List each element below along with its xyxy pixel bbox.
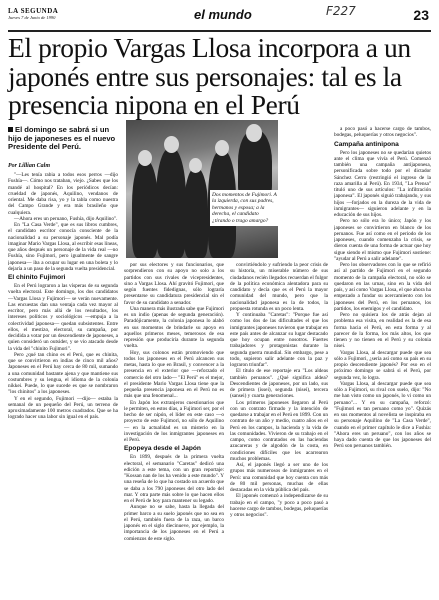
paragraph: Pero ¿qué tan chino es el Perú, que es chinita, que se convirtieron en indias de cinco mil años? Japoneses en el Perú hay cerca de 80 mil, sumando a una comunidad bastante ajena y que mantiene sus costumbres y su lengua, el idioma de la colonia nikkei. Puede, lo que sucede es que se nombraron "los chinitos" a los japoneses. xyxy=(8,351,118,396)
summary-box xyxy=(8,126,120,152)
page-header xyxy=(8,4,431,29)
photo-face xyxy=(246,124,262,142)
paragraph: convirtiéndolo y sufriendo la peor crisis de su historia, un miserable número de sus ciudadanos recién llegados recuerdan el fulgor de la política económica alentadora para su candidato y decía que es el Perú la mayor comunidad del mundo, pero que la nacionalidad japonesa es la de todos, la propuesta rotunda es un poco lenta. xyxy=(230,262,328,312)
paragraph: Así, el japonés llegó a ser uno de los grupos más numerosos de inmigrantes en el Perú: una comunidad que hoy cuenta con más de 80 mil personas, muchas de ellas destacadas en la vida pública del país. xyxy=(230,462,328,493)
subheading: El chinito Fujimori xyxy=(8,274,66,281)
paragraph: Vargas Llosa, al descargar puede que sea sólo a Fujimori, su rival con suelo, dijo: "No me han visto como un japonés, lo vi como un peruano"... Y en su campaña, reforzó: "Fujimori es tan peruano como yo". Quizás en sus momentos al novelista se inspiraba en su personaje Aquilino de "La Casa Verde", cuando en el primer capítulo le dice a Fushía: "Ahora eres un peruano", con los años se haya dado cuenta de que los japoneses del Perú son peruanos también. xyxy=(334,380,431,450)
paragraph: Y en el segundo, Fujimori —dijo— estaba la semanal de un pequeño del Perú, un terreno de aproximadamente 100 metros cuadrados. Que se ha logrado hacer una labor sin igual en el país. xyxy=(8,395,118,421)
article-column-3 xyxy=(230,262,328,596)
paragraph: Vargas Llosa, al descargar puede que sea sólo a Fujimori, ¿sería así como su país en su propio descendiente japonés? Por eso en el próximo domingo se sabrá si el Perú, por segunda vez, lo logra. xyxy=(334,349,431,381)
publication-date: Jueves 7 de Junio de 1990 xyxy=(8,15,56,20)
paragraph: Los primeros japoneses llegaron al Perú con un contrato firmado y la intención de quedarse a trabajar en el Perú en 1899. Con un contrato de un año y medio, cuatro años en el Perú en los campos, la hacienda y la vida de las comunidades. Vivieron de su trabajo en el campo, como contratados en las haciendas azucareras y de algodón de la costa, en condiciones difíciles que les acarrearon muchos problemas. xyxy=(230,399,328,462)
paragraph: En Japón los extranjeros cuestionarios que le permiten, en estos días, a Fujimori ser, por el hecho de ser nipón, el líder en este caso —o proyecto de este Fujimori, no sólo de Aquilino— en la actualidad es un misterio en la investigación de los inmigrantes japoneses en el Perú. xyxy=(124,399,224,443)
subheading: Epopeya desde el Japón xyxy=(124,445,201,453)
photo-caption: Dos momentos de Fujimori. A la izquierda, con sus padres, hermanos y esposa; a la derecha, el candidato ¿tirando o trago amargo? xyxy=(210,190,280,226)
photo-face xyxy=(189,158,202,173)
summary-text: El domingo se sabrá si un hijo de japoneses es el nuevo Presidente del Perú. xyxy=(8,125,116,152)
paragraph: Y continuaba "Caretas": "Porque fue así como los dos de las dificultades el que los inmigrantes japoneses tuvieron que trabajar en este país antes de alcanzar su lugar destacado que hoy ocupan entre nosotros. Fuertes trabajadores y protagonistas durante la segunda guerra mundial. Sin embargo, pese a todo, supieron salir adelante con la paz y lograron triunfar". xyxy=(230,312,328,368)
paragraph: Pero no sólo era lo único; Japón y los japoneses se convirtieron en blanco de los peruanos. Fue así como en el periodo de los japoneses, cuando comenzaba la crisis, se dieron cuenta de una forma de actuar que hoy sigue siendo el mismo que Fujimori sostiene: "ayudar al Perú a salir adelante". xyxy=(334,218,431,262)
section-title: el mundo xyxy=(194,7,252,22)
paragraph: Pero los japoneses no se quedarían quietos ante el clima que vivía el Perú. Comenzó también una campaña antijaponesa, personificada sobre todo por el dictador Sánchez Cerro (restringió el ingreso de la raza amarilla al Perú). En 1934, "La Prensa" tituló uno de sus artículos: "La infiltración japonesa". El japonés siguió trabajando, y sus hijos —forjados en la dureza de la vida de inmigrantes— siguieron adelante y en la educación de sus hijos. xyxy=(334,149,431,218)
paragraph: —Ahora eres un peruano, Fushía, dijo Aquilino". xyxy=(14,215,118,222)
paragraph: "—Les tenía rabia a todos esos perros —dijo Fushía—. Cómo nos trataban, viejo. ¿Sabes que los mandé al hospital? En los periódicos decían: crueldad de japonés, Aquilino, vendanos de oriental. Me daba risa, yo y la tabla como nuestra del Campo Grande y era más brasileño que cualquiera. xyxy=(8,172,118,216)
subheading: Campaña antinipona xyxy=(334,140,399,148)
paragraph: En "La Casa Verde", que es sus libros cumbres, el candidato escritor conocía consciente de la nacionalidad a su personaje japonés. Mal podía imaginar Mario Vargas Llosa, al escribir esas líneas, que años después un personaje de la vida real —no Fushía, sino Fujimori, pero igualmente de sangre japonesa— iba a ocupar su lugar en una boleta y lo dejaría a un paso de la segunda vuelta presidencial. xyxy=(8,222,118,272)
paragraph: Aunque no se sabe, hasta la llegada del primer barco a su suelo japonés que no sea en el Perú, también fuera de la raza, un barco japonés en el siglo diecinueve, por ejemplo, la importancia de los japoneses en el Perú a comienzos de este siglo. xyxy=(124,504,224,542)
bullet-square-icon xyxy=(8,127,13,132)
paragraph: Pero los observadores con lo que se refirió así al partido de Fujimori en el segundo momento de la campaña electoral, no sólo se quedaron en las urnas, sino en la vida del país, y así como Vargas Llosa, el que ahora ha empezado a fundar su acercamiento con los japoneses del Perú, en los peruanos, los partidos, los enemigos y el candidato. xyxy=(334,262,431,312)
byline: Por Lillian Calm xyxy=(8,163,51,169)
paragraph: Hoy, sus colonos están promoviendo que todos los japoneses en el Perú alcancen sus metas, hasta lo que en Brasil, y convencer a la presencia en el exterior que —reforzado el comercio del otro lado— "El Perú" es el mejor, el presidente Mario Vargas Llosa tiene que la pequeña presencia japonesa en el Perú no es más que una fenomenal... xyxy=(124,349,224,400)
photo-figure xyxy=(132,160,158,258)
handwritten-stamp: F227 xyxy=(326,4,356,18)
paragraph: Pero no quisiera los de atrás dejan al problema esa visita, en realidad es la de esa forma hacia el Perú, en esta forma y al parecer de la forma, los más altos, los que tienen y no tienen en el Perú y su colonia nisei. xyxy=(334,312,431,350)
news-photo xyxy=(126,120,278,258)
photo-figure xyxy=(156,148,186,258)
paragraph: En el Perú lograron a las vísperas de su segunda vuelta electoral. Este domingo, los dos candidatos —Vargas Llosa y Fujimori— se verán nuevamente. Las encuestas dan una ventaja cada vez mayor al escritor, pero más allá de los resultados, los intereses políticos y sociológicos —empuja a la colectividad japonesa— quedan subsistentes. Entre ellos, el mestizo, electoral, su campaña, por decidida a votar por un descendiente de japoneses, a quien consideró un outsider, y se vio atacado desde la vida del "chinito Fujimori". xyxy=(8,283,118,352)
paragraph: a poco pasó a hacerse cargo de tambos, bodegas, peluquerías y otros negocios". xyxy=(334,126,431,139)
paragraph: El japonés comenzó a independizarse de su trabajo en el campo, "y poco a poco pasó a hacerse cargo de tambos, bodegas, peluquerías y otros negocios". xyxy=(230,493,328,518)
paragraph: En 1899, después de la primera vuelta electoral, el semanario "Caretas" dedicó una edición a este tema, con un gran reportaje: "Kossan nan de los ha venido a este mundo". Y una reseña de lo que ha costado un acuerdo que se daba a los 790 japoneses del otro lado del mar. Y otra parte más sobre lo que hacen ellos en el Perú de hoy para mantener su legado. xyxy=(124,454,224,504)
article-column-2 xyxy=(124,262,224,596)
article-column-4 xyxy=(334,126,431,596)
publication-name: LA SEGUNDA xyxy=(8,7,59,15)
paragraph: por sus electores y sus funcionarios, que sorprendieron con su apoyo no solo a los partidos con sus rivales de vicepresidentes, sino a Vargas Llosa. Ahí gravitó Fujimori, que según fuentes fidedignas, sólo lograría presentarse su candidatura presidencial sin el favor de su candidato a senador. xyxy=(124,262,224,306)
article-column-1 xyxy=(8,172,118,596)
photo-figure xyxy=(184,168,208,258)
photo-face xyxy=(215,140,229,156)
page-number: 23 xyxy=(413,7,429,23)
photo-face xyxy=(164,136,179,153)
paragraph: Una manera más ilustrada sabe que Fujimori es un indio (apenas de segunda generación). Paradójicamente, la colonia japonesa lo alabó en sus momentos de brindarle su apoyo en aquellos primeros meses, temerosos de esa represión que produciría durante la segunda vuelta. xyxy=(124,305,224,350)
headline: El propio Vargas Llosa incorpora a un japonés entre sus personajes: tal es la presencia nipona en el Perú xyxy=(8,32,411,120)
photo-face xyxy=(138,150,152,166)
paragraph: El título de ese reportaje era "Los aldeas también peruanos". ¿Qué significa aldea? Descendientes de japoneses, por un lado, sus de primera (issei), segunda (nisei), tercera (sansei) y cuarta generaciones. xyxy=(230,368,328,400)
